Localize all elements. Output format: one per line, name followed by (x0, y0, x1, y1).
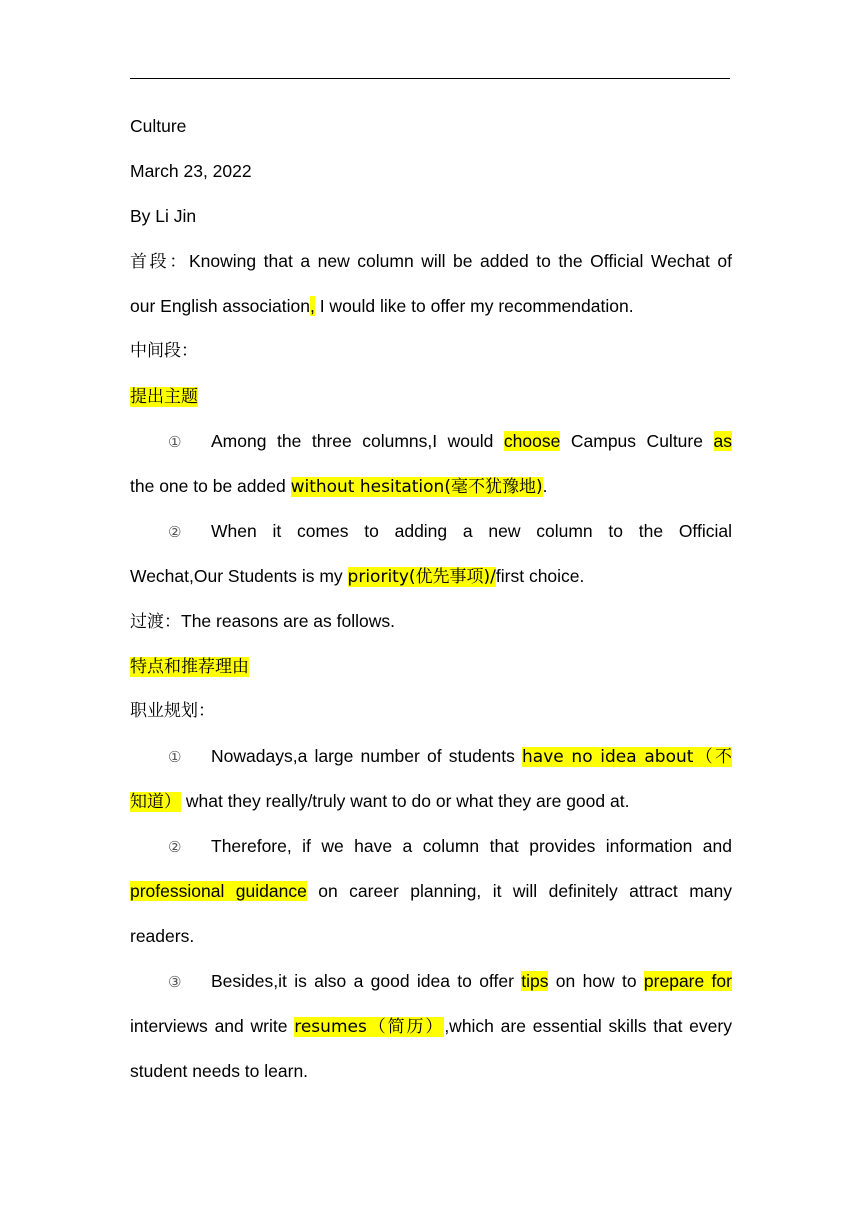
highlight: as (713, 431, 732, 451)
topic-heading: 提出主题 (130, 387, 198, 407)
first-paragraph-line-2: our English association, I would like to offer my recommendation. (130, 296, 634, 316)
first-paragraph-label: 首段： (130, 252, 189, 272)
highlight: choose (503, 431, 561, 451)
circled-number: ① (168, 748, 182, 766)
highlight: priority(优先事项)/ (347, 567, 496, 587)
first-paragraph-line-1: 首段：Knowing that a new column will be added to the Official Wechat of (130, 251, 733, 272)
topic-point-1-line-2: the one to be added without hesitation(毫不犹豫地). (130, 476, 548, 497)
feature-point-1-line-1: ① Nowadays,a large number of students have no idea about（不 (130, 734, 732, 779)
document-body (130, 104, 732, 1094)
features-heading-line (130, 644, 732, 689)
highlight: , (309, 296, 315, 316)
middle-section-label: 中间段： (130, 341, 198, 361)
topic-heading-line (130, 374, 732, 419)
transition-label: 过渡： (130, 612, 181, 632)
circled-number: ② (168, 838, 182, 856)
transition-line: 过渡：The reasons are as follows. (130, 611, 395, 632)
highlight: prepare for (643, 971, 732, 991)
topic-point-1-line-1: ① Among the three columns,I would choose Campus Culture as (130, 419, 732, 464)
highlight: have no idea about（不 (522, 747, 732, 767)
feature-point-2-line-1: ② Therefore, if we have a column that provides information and (130, 824, 732, 869)
highlight: without hesitation(毫不犹豫地) (290, 477, 543, 497)
career-planning-label: 职业规划： (130, 701, 215, 721)
highlight: 知道） (130, 792, 181, 812)
circled-number: ② (168, 523, 182, 541)
highlight: professional guidance (130, 881, 307, 901)
circled-number: ① (168, 433, 182, 451)
doc-byline: By Li Jin (130, 206, 197, 226)
circled-number: ③ (168, 973, 182, 991)
highlight: resumes（简历） (294, 1017, 445, 1037)
feature-point-2-line-3: readers. (130, 926, 195, 946)
topic-point-2-line-1: ② When it comes to adding a new column to the Official (130, 509, 732, 554)
feature-point-1-line-2: 知道） what they really/truly want to do or what they are good at. (130, 791, 630, 812)
feature-point-3-line-3: student needs to learn. (130, 1061, 309, 1081)
doc-date: March 23, 2022 (130, 161, 252, 181)
feature-point-3-line-2: interviews and write resumes（简历）,which are essential skills that every (130, 1016, 732, 1037)
feature-point-3-line-1: ③ Besides,it is also a good idea to offer tips on how to prepare for (130, 959, 732, 1004)
highlight: tips (521, 971, 549, 991)
topic-point-2-line-2: Wechat,Our Students is my priority(优先事项)/first choice. (130, 566, 585, 587)
header-rule (130, 78, 730, 79)
features-heading: 特点和推荐理由 (130, 657, 249, 677)
doc-title: Culture (130, 116, 187, 136)
feature-point-2-line-2: professional guidance on career planning, it will definitely attract many (130, 881, 732, 901)
